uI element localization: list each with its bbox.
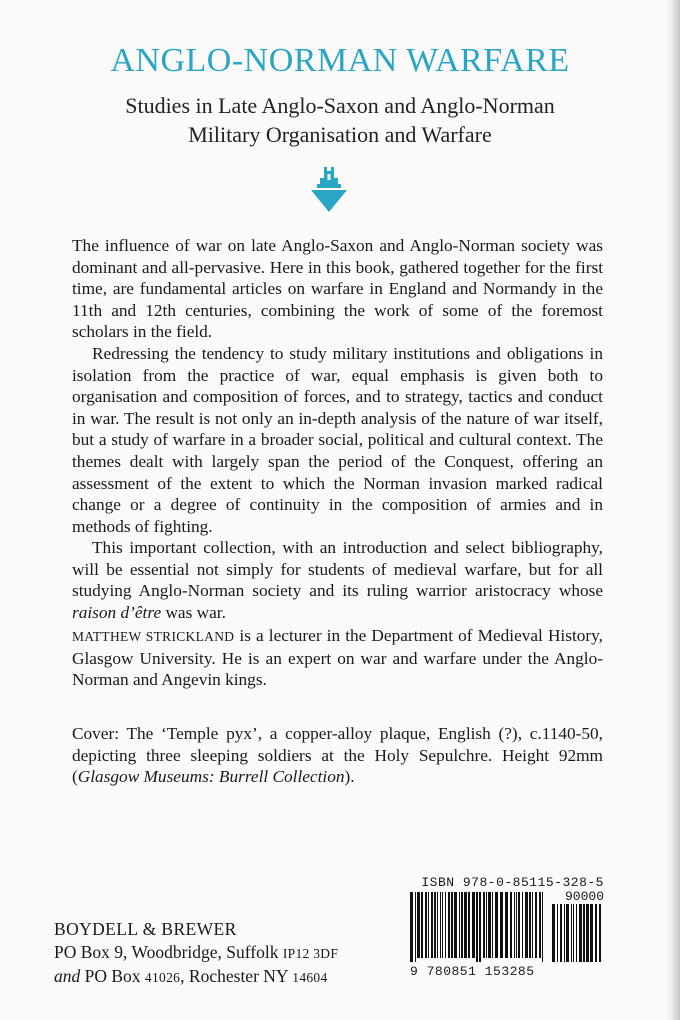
- blurb-p3-end: was war.: [161, 602, 226, 622]
- cover-credit: [72, 723, 603, 788]
- barcode-bar: [421, 892, 423, 958]
- barcode-bar: [437, 892, 438, 958]
- author-bio-text: is a lecturer in the Department of Medieval History, Glasgow University. He is an expert on war and warfare under the Anglo-Norman and Angevin kings.: [72, 626, 603, 690]
- barcode-bar: [505, 892, 508, 958]
- barcode-bar: [468, 892, 470, 958]
- author-name: MATTHEW STRICKLAND: [72, 629, 235, 644]
- address-us-text-2: , Rochester NY: [180, 966, 293, 986]
- spine-shadow: [666, 0, 680, 1020]
- barcode-bar: [495, 892, 498, 958]
- barcode-bar: [566, 904, 569, 962]
- barcode-bar: [472, 892, 475, 958]
- barcode-bar: [552, 904, 555, 962]
- barcode-bar: [576, 904, 577, 962]
- blurb-paragraph-2: Redressing the tendency to study military institutions and obligations in isolation from the practice of war, equal emphasis is given both to organisation and composition of forces, and to strategy, tactics and conduct in war. The result is not only an in-depth analysis of the nature of war itself, but a study of warfare in a broader social, political and cultural context. The themes dealt with largely span the period of the Conquest, offering an assessment of the extent to which the Norman invasion marked radical change or a degree of continuity in the composition of armies and in methods of fighting.: [72, 344, 603, 536]
- barcode-bar: [445, 892, 446, 958]
- barcode-bar: [557, 904, 558, 962]
- address-us-zip: 14604: [292, 970, 328, 985]
- barcode-bar: [428, 892, 429, 958]
- address-uk-postcode: IP12 3DF: [282, 946, 339, 961]
- blurb-p3-text: This important collection, with an introduction and select bibliography, will be essential not simply for students of medieval warfare, but for all studying Anglo-Norman society and its ruling warrior aristocracy whose: [72, 538, 603, 601]
- publisher-name: BOYDELL & BREWER: [54, 919, 237, 939]
- author-bio: [72, 625, 603, 691]
- barcode-bar: [529, 892, 531, 958]
- barcode-bar: [417, 892, 420, 958]
- barcode-bar: [459, 892, 460, 958]
- barcode-bar: [579, 904, 582, 962]
- cover-credit-text: Cover: The ‘Temple pyx’, a copper-alloy plaque, English (?), c.1140-50, depicting three sleeping soldiers at the Holy Sepulchre. Height 92mm (: [72, 724, 603, 787]
- barcode-bar: [448, 892, 450, 958]
- raison-detre-italic: raison d’être: [72, 602, 162, 622]
- publisher-address-us: [54, 965, 338, 989]
- barcode-bar: [442, 892, 443, 958]
- barcode-bar: [586, 904, 589, 962]
- barcode-bar: [599, 904, 601, 962]
- barcode-bar: [486, 892, 487, 958]
- barcode-bar: [516, 892, 517, 958]
- barcode-bar: [535, 892, 537, 958]
- address-uk-text: PO Box 9, Woodbridge, Suffolk: [54, 942, 283, 962]
- isbn-barcode: [410, 875, 604, 979]
- barcode-bar: [573, 904, 574, 962]
- barcode-bar: [425, 892, 427, 958]
- barcode-bar: [542, 892, 543, 962]
- barcode-bar: [479, 892, 481, 962]
- barcode-bar: [560, 904, 562, 962]
- barcode-bar: [571, 904, 572, 962]
- barcode-bar: [476, 892, 478, 962]
- barcode-bar: [483, 892, 485, 958]
- barcode-bar: [514, 892, 515, 958]
- barcode-bar: [451, 892, 453, 958]
- castle-arrow-icon: [309, 164, 349, 214]
- barcode-bar: [510, 892, 512, 958]
- addon-barcode-bars: [552, 904, 604, 962]
- barcode-bar: [522, 892, 523, 958]
- barcode-bar: [415, 892, 416, 962]
- barcode-bar: [525, 892, 528, 958]
- barcode-bar: [595, 904, 597, 962]
- barcode-bar: [564, 904, 565, 962]
- barcode-bar: [440, 892, 441, 958]
- publisher-address-uk: [54, 941, 338, 965]
- subtitle-line-1: Studies in Late Anglo-Saxon and Anglo-Norman: [125, 93, 555, 118]
- publisher-block: [54, 918, 338, 989]
- barcode-bar: [461, 892, 463, 958]
- cover-credit-end: ).: [344, 767, 355, 787]
- isbn-label: ISBN 978-0-85115-328-5: [421, 875, 604, 890]
- ean-barcode-bars: [410, 892, 546, 962]
- barcode-bar: [500, 892, 503, 958]
- barcode-bar: [532, 892, 533, 958]
- barcode-bar: [488, 892, 491, 958]
- barcode-bar: [492, 892, 493, 958]
- addon-digits: 90000: [564, 889, 604, 904]
- ean-digits: 9 780851 153285: [410, 964, 535, 979]
- book-title: ANGLO-NORMAN WARFARE: [110, 42, 570, 79]
- barcode-bar: [539, 892, 541, 958]
- barcode-bar: [454, 892, 457, 958]
- barcode-bar: [583, 904, 585, 962]
- address-us-box: 41026: [144, 970, 181, 985]
- subtitle-line-2: Military Organisation and Warfare: [188, 122, 492, 147]
- barcode-bar: [434, 892, 436, 958]
- barcode-bar: [590, 904, 593, 962]
- blurb-paragraph-3: [72, 537, 603, 623]
- address-and: and: [54, 966, 81, 986]
- barcode-bar: [410, 892, 413, 962]
- address-us-text-1: PO Box: [80, 966, 145, 986]
- cover-credit-collection: Glasgow Museums: Burrell Collection: [77, 767, 345, 787]
- blurb-paragraph-1: The influence of war on late Anglo-Saxon and Anglo-Norman society was dominant and all-pervasive. Here in this book, gathered together for the first time, are fundamental articles on warfare in England and Normandy in the 11th and 12th centuries, combining the work of some of the foremost scholars in the field.: [72, 236, 603, 342]
- barcode-bar: [464, 892, 467, 958]
- barcode-bar: [518, 892, 520, 958]
- barcode-bar: [431, 892, 433, 958]
